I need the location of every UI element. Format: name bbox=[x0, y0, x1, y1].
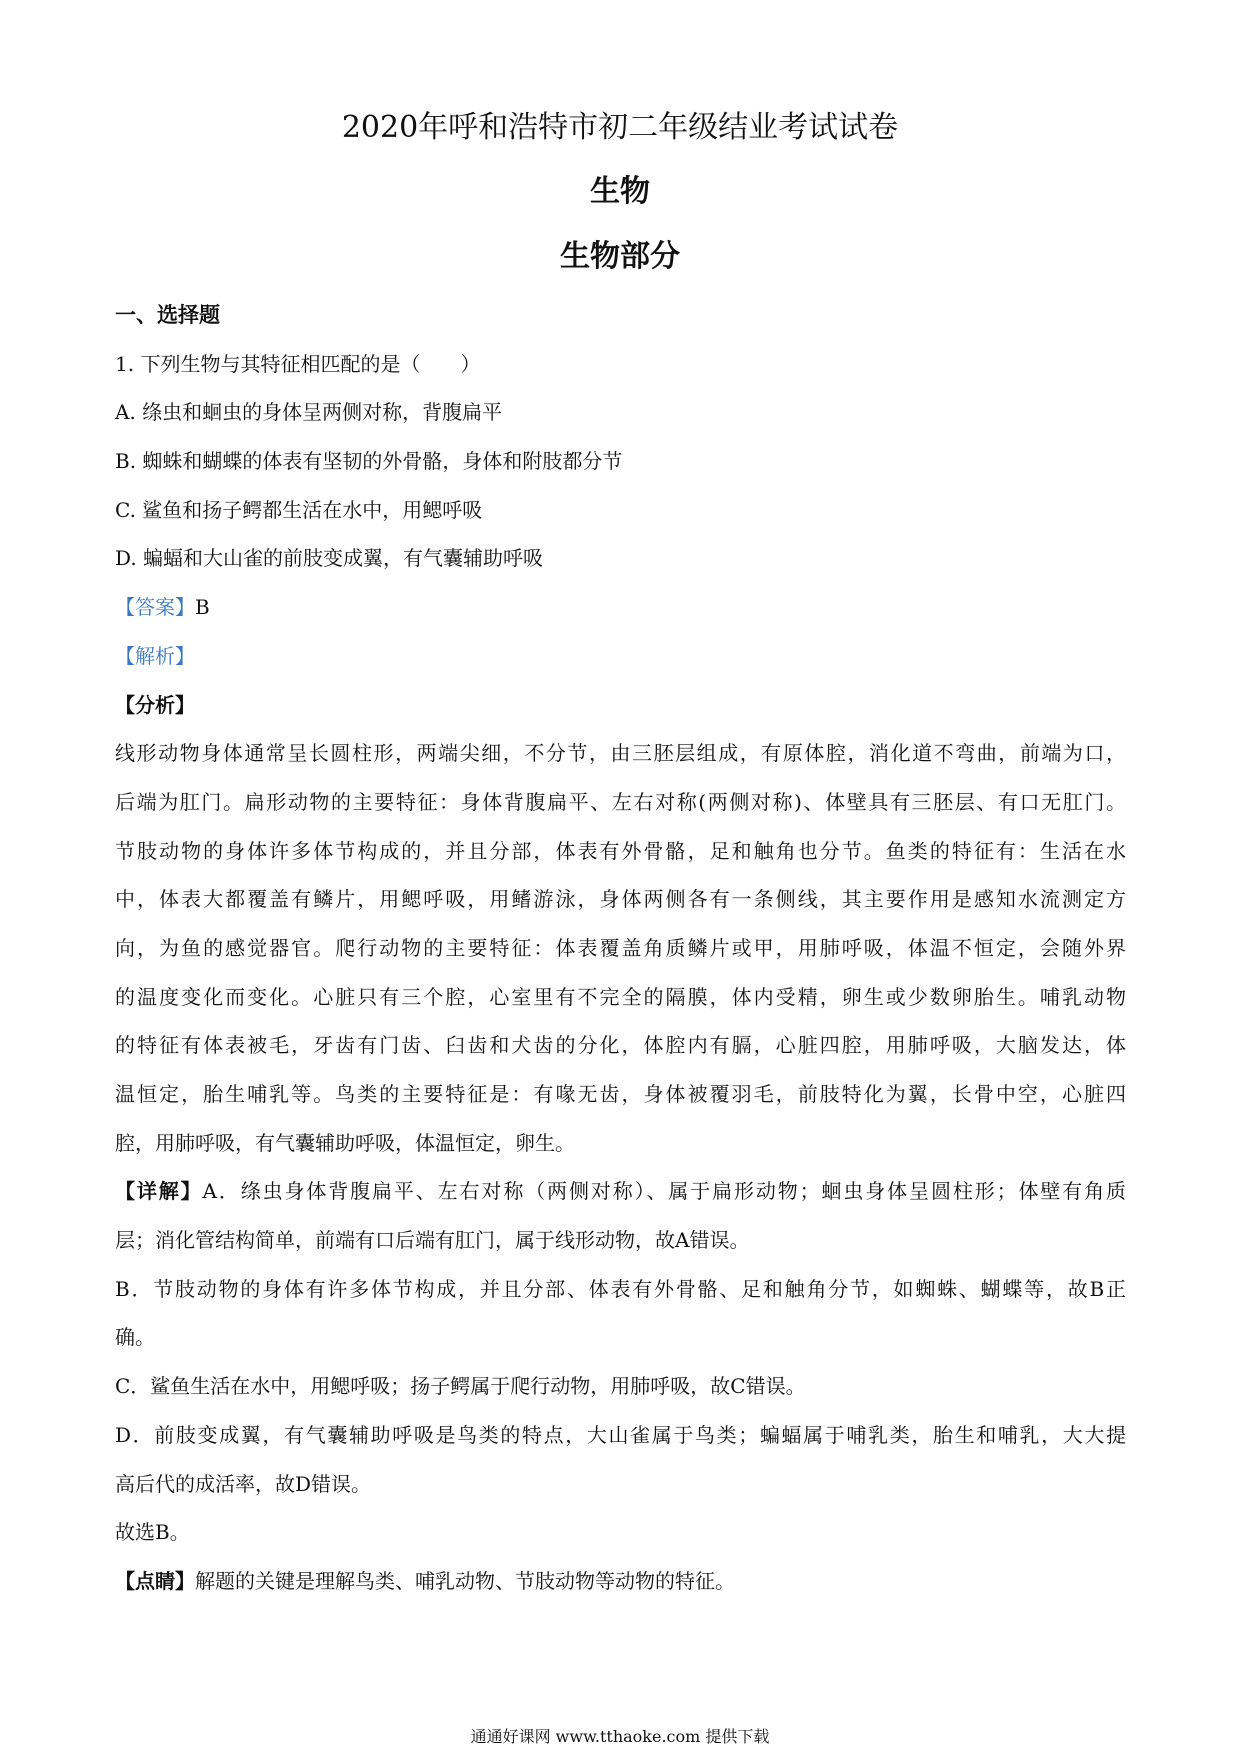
tip-label: 【点睛】 bbox=[115, 1568, 195, 1593]
analysis-line: 后端为肛门。扁形动物的主要特征：身体背腹扁平、左右对称(两侧对称)、体壁具有三胚层、有口无肛门。 bbox=[115, 789, 1126, 814]
exam-content bbox=[115, 291, 1126, 1606]
page-footer: 通通好课网 www.tthaoke.com 提供下载 bbox=[470, 1727, 770, 1746]
part-title: 生物部分 bbox=[560, 239, 680, 274]
analysis-line: 节肢动物的身体许多体节构成的，并且分部，体表有外骨骼，足和触角也分节。鱼类的特征有：生活在水 bbox=[115, 838, 1126, 863]
answer-row bbox=[115, 583, 1126, 632]
detail-line: D．前肢变成翼，有气囊辅助呼吸是鸟类的特点，大山雀属于鸟类；蝙蝠属于哺乳类，胎生和哺乳，大大提 bbox=[115, 1422, 1126, 1447]
option-c: C. 鲨鱼和扬子鳄都生活在水中，用鳃呼吸 bbox=[115, 497, 483, 522]
exam-title: 2020年呼和浩特市初二年级结业考试试卷 bbox=[341, 110, 899, 145]
analysis-label: 【分析】 bbox=[115, 692, 195, 717]
conclusion: 故选B。 bbox=[115, 1520, 190, 1545]
answer-value: B bbox=[195, 595, 210, 620]
detail-line: 层；消化管结构简单，前端有口后端有肛门，属于线形动物，故A错误。 bbox=[115, 1228, 750, 1253]
detail-line: C．鲨鱼生活在水中，用鳃呼吸；扬子鳄属于爬行动物，用肺呼吸，故C错误。 bbox=[115, 1374, 806, 1399]
option-b: B. 蜘蛛和蝴蝶的体表有坚韧的外骨骼，身体和附肢都分节 bbox=[115, 449, 623, 474]
section-heading: 一、选择题 bbox=[115, 302, 220, 327]
detail-line: A．绦虫身体背腹扁平、左右对称（两侧对称）、属于扁形动物；蛔虫身体呈圆柱形；体壁有角质 bbox=[202, 1179, 1126, 1204]
tip-row bbox=[115, 1557, 1126, 1606]
analysis-line: 的温度变化而变化。心脏只有三个腔，心室里有不完全的隔膜，体内受精，卵生或少数卵胎生。哺乳动物 bbox=[115, 984, 1126, 1009]
detail-label: 【详解】 bbox=[115, 1179, 203, 1204]
detail-line: B．节肢动物的身体有许多体节构成，并且分部、体表有外骨骼、足和触角分节，如蜘蛛、蝴蝶等，故B正 bbox=[115, 1276, 1126, 1301]
subject-title: 生物 bbox=[590, 174, 650, 209]
analysis-line: 向，为鱼的感觉器官。爬行动物的主要特征：体表覆盖角质鳞片或甲，用肺呼吸，体温不恒定，会随外界 bbox=[115, 935, 1126, 960]
detail-line: 高后代的成活率，故D错误。 bbox=[115, 1471, 372, 1496]
analysis-line: 温恒定，胎生哺乳等。鸟类的主要特征是：有喙无齿，身体被覆羽毛，前肢特化为翼，长骨中空，心脏四 bbox=[115, 1082, 1126, 1106]
analysis-line: 的特征有体表被毛，牙齿有门齿、臼齿和犬齿的分化，体腔内有膈，心脏四腔，用肺呼吸，大脑发达，体 bbox=[115, 1033, 1126, 1058]
analysis-line: 线形动物身体通常呈长圆柱形，两端尖细，不分节，由三胚层组成，有原体腔，消化道不弯曲，前端为口， bbox=[115, 741, 1126, 766]
solution-label: 【解析】 bbox=[115, 643, 195, 668]
analysis-line: 中，体表大都覆盖有鳞片，用鳃呼吸，用鳍游泳，身体两侧各有一条侧线，其主要作用是感知水流测定方 bbox=[115, 887, 1126, 912]
detail-row bbox=[115, 1167, 1126, 1216]
question-stem: 1. 下列生物与其特征相匹配的是（ ） bbox=[115, 351, 481, 376]
answer-label: 【答案】 bbox=[115, 595, 195, 620]
analysis-line: 腔，用肺呼吸，有气囊辅助呼吸，体温恒定，卵生。 bbox=[115, 1130, 575, 1155]
tip-text: 解题的关键是理解鸟类、哺乳动物、节肢动物等动物的特征。 bbox=[195, 1568, 735, 1593]
option-d: D. 蝙蝠和大山雀的前肢变成翼，有气囊辅助呼吸 bbox=[115, 546, 544, 571]
option-a: A. 绦虫和蛔虫的身体呈两侧对称，背腹扁平 bbox=[115, 400, 503, 425]
detail-line: 确。 bbox=[115, 1325, 155, 1350]
